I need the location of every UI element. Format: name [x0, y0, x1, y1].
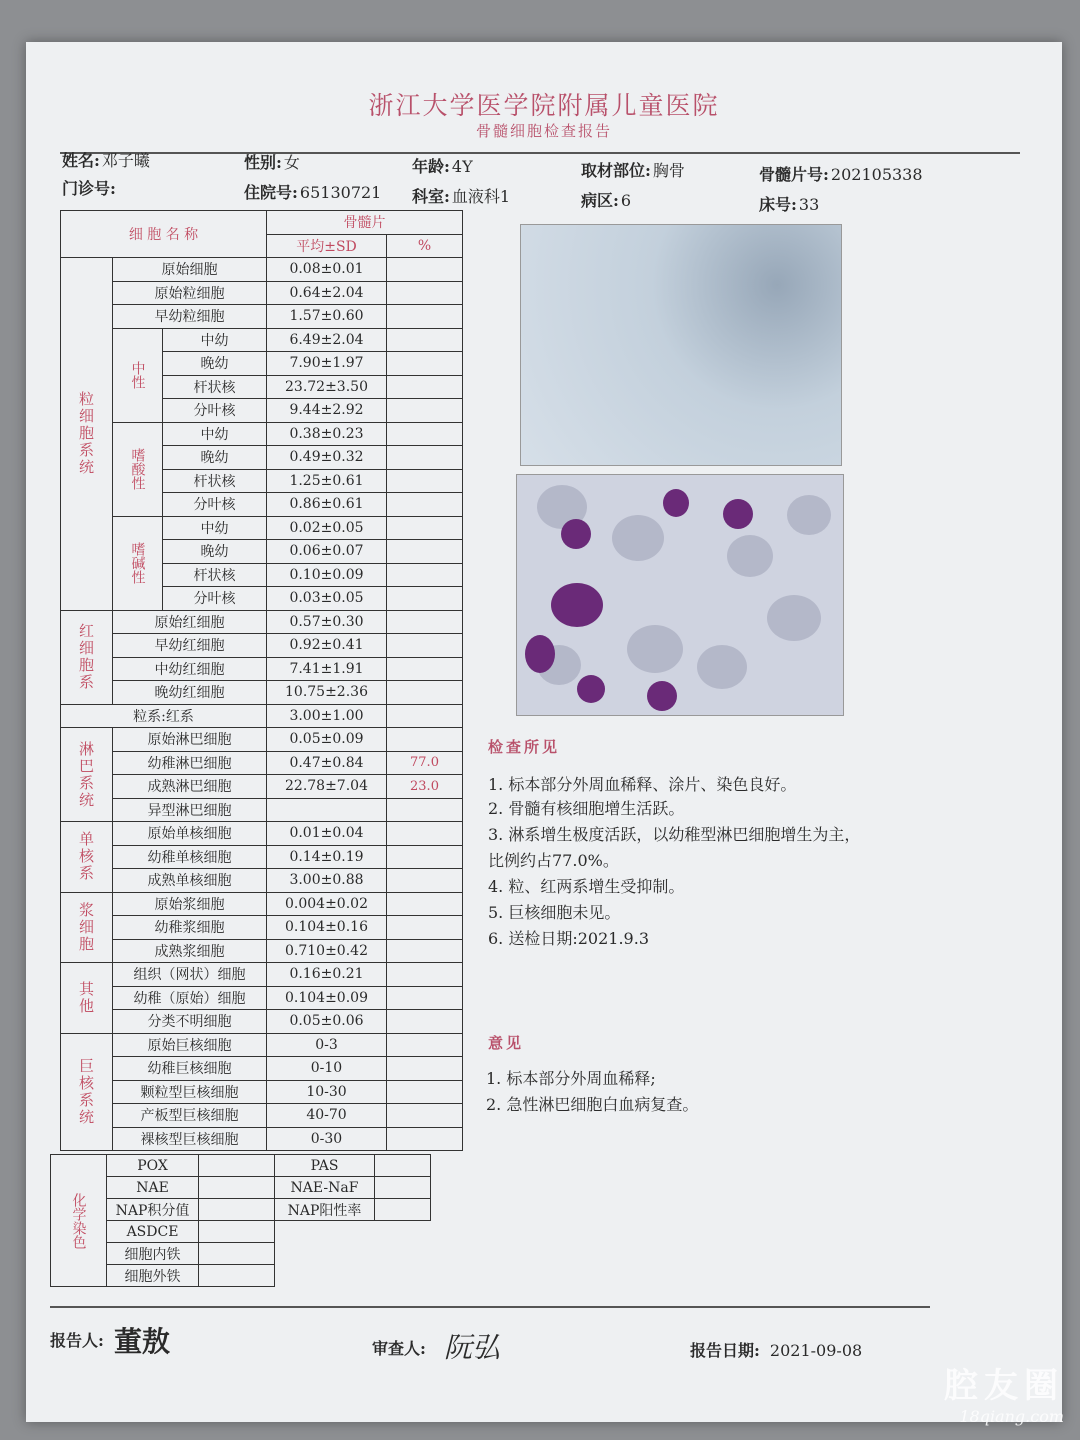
report-date: 报告日期: 2021-09-08 — [690, 1341, 863, 1360]
findings-title: 检查所见 — [488, 738, 561, 756]
table-row — [51, 1265, 431, 1287]
row-ref: 0.05±0.06 — [267, 1010, 387, 1034]
row-name: 分类不明细胞 — [113, 1010, 267, 1034]
department: 科室: 血液科1 — [412, 187, 511, 206]
table-row — [61, 822, 463, 846]
table-row — [61, 798, 463, 822]
group-monocyte: 单核系 — [61, 822, 113, 893]
findings-line: 6. 送检日期:2021.9.3 — [488, 929, 649, 948]
row-ref: 0.104±0.16 — [267, 916, 387, 940]
outpatient-number: 门诊号: — [62, 179, 116, 198]
blast-cell — [561, 519, 591, 549]
table-row — [61, 845, 463, 869]
row-ref — [267, 798, 387, 822]
findings-line: 4. 粒、红两系增生受抑制。 — [488, 877, 685, 896]
opinion-line: 2. 急性淋巴细胞白血病复查。 — [486, 1095, 699, 1114]
table-row — [61, 258, 463, 282]
row-pct — [387, 399, 463, 423]
footer-rule — [50, 1306, 930, 1308]
row-ref: 0.38±0.23 — [267, 422, 387, 446]
row-name: 产板型巨核细胞 — [113, 1104, 267, 1128]
stain-intracellular-iron: 细胞内铁 — [107, 1243, 199, 1265]
red-blood-cell — [727, 535, 773, 577]
table-row — [61, 751, 463, 775]
row-name: 幼稚浆细胞 — [113, 916, 267, 940]
row-ref: 0.104±0.09 — [267, 986, 387, 1010]
marrow-slide-number: 骨髓片号: 202105338 — [759, 165, 923, 184]
row-pct — [387, 798, 463, 822]
patient-sex: 性别: 女 — [244, 153, 300, 172]
stain-nap-positive-value — [375, 1199, 431, 1221]
table-row — [61, 728, 463, 752]
row-ref: 0.47±0.84 — [267, 751, 387, 775]
row-name: 原始淋巴细胞 — [113, 728, 267, 752]
row-ref: 0-30 — [267, 1127, 387, 1151]
row-pct — [387, 446, 463, 470]
stain-nae-value — [199, 1177, 275, 1199]
row-pct — [387, 610, 463, 634]
table-row — [61, 422, 463, 446]
table-row — [61, 516, 463, 540]
subgroup-basophil: 嗜碱性 — [113, 516, 163, 610]
empty-cell — [275, 1221, 431, 1243]
row-ref: 3.00±0.88 — [267, 869, 387, 893]
row-ref: 0.92±0.41 — [267, 634, 387, 658]
row-ref: 0.10±0.09 — [267, 563, 387, 587]
row-name: 晚幼 — [163, 540, 267, 564]
subgroup-neutrophil: 中性 — [113, 328, 163, 422]
row-pct — [387, 704, 463, 728]
row-ref: 0.03±0.05 — [267, 587, 387, 611]
row-name: 原始单核细胞 — [113, 822, 267, 846]
blast-cell — [525, 635, 555, 673]
row-pct — [387, 540, 463, 564]
table-row — [61, 1080, 463, 1104]
row-pct — [387, 1127, 463, 1151]
red-blood-cell — [612, 515, 664, 561]
row-name: 杆状核 — [163, 469, 267, 493]
group-granulocyte: 粒细胞系统 — [61, 258, 113, 611]
red-blood-cell — [787, 495, 831, 535]
reporter-signature: 董敖 — [114, 1325, 171, 1358]
row-pct — [387, 657, 463, 681]
findings-line: 5. 巨核细胞未见。 — [488, 903, 621, 922]
group-plasma: 浆细胞 — [61, 892, 113, 963]
row-ref: 0.57±0.30 — [267, 610, 387, 634]
row-pct — [387, 281, 463, 305]
header-percent: % — [387, 234, 463, 258]
row-name: 分叶核 — [163, 493, 267, 517]
table-row — [61, 610, 463, 634]
row-name: 分叶核 — [163, 587, 267, 611]
table-row — [61, 681, 463, 705]
row-pct — [387, 916, 463, 940]
row-pct — [387, 1104, 463, 1128]
row-name: 杆状核 — [163, 375, 267, 399]
red-blood-cell — [697, 645, 747, 689]
stain-asdce-value — [199, 1221, 275, 1243]
stain-pox: POX — [107, 1155, 199, 1177]
chemical-stain-table — [50, 1154, 431, 1287]
table-row — [61, 869, 463, 893]
report-title: 骨髓细胞检查报告 — [475, 122, 612, 140]
sample-site: 取材部位: 胸骨 — [581, 161, 685, 180]
row-name: 组织（网状）细胞 — [113, 963, 267, 987]
row-pct — [387, 728, 463, 752]
row-name: 分叶核 — [163, 399, 267, 423]
row-ref: 0.05±0.09 — [267, 728, 387, 752]
stain-nae: NAE — [107, 1177, 199, 1199]
row-ref: 0.710±0.42 — [267, 939, 387, 963]
row-name: 幼稚淋巴细胞 — [113, 751, 267, 775]
row-name: 中幼 — [163, 516, 267, 540]
table-row — [61, 704, 463, 728]
row-pct — [387, 822, 463, 846]
row-ref: 3.00±1.00 — [267, 704, 387, 728]
stain-asdce: ASDCE — [107, 1221, 199, 1243]
row-name: 晚幼红细胞 — [113, 681, 267, 705]
stain-pas-value — [375, 1155, 431, 1177]
row-ref: 40-70 — [267, 1104, 387, 1128]
table-row — [51, 1155, 431, 1177]
row-name: 中幼红细胞 — [113, 657, 267, 681]
watermark-url: 18qiang.com — [959, 1407, 1064, 1426]
row-pct — [387, 845, 463, 869]
row-ref: 1.57±0.60 — [267, 305, 387, 329]
row-ref: 10-30 — [267, 1080, 387, 1104]
row-pct — [387, 1033, 463, 1057]
hospital-name: 浙江大学医学院附属儿童医院 — [368, 91, 720, 120]
findings-line: 2. 骨髓有核细胞增生活跃。 — [488, 799, 685, 818]
table-row — [61, 1057, 463, 1081]
reporter-label: 报告人: — [50, 1331, 104, 1350]
row-name: 杆状核 — [163, 563, 267, 587]
stain-intracellular-iron-value — [199, 1243, 275, 1265]
row-pct — [387, 892, 463, 916]
row-ref: 0.49±0.32 — [267, 446, 387, 470]
row-pct — [387, 352, 463, 376]
row-name: 颗粒型巨核细胞 — [113, 1080, 267, 1104]
row-name: 早幼粒细胞 — [113, 305, 267, 329]
header-marrow-smear: 骨髓片 — [267, 211, 463, 235]
blast-cell — [663, 489, 689, 517]
row-pct — [387, 258, 463, 282]
row-pct — [387, 634, 463, 658]
row-pct: 77.0 — [387, 751, 463, 775]
stain-nap-score: NAP积分值 — [107, 1199, 199, 1221]
row-ref: 9.44±2.92 — [267, 399, 387, 423]
row-ref: 0.16±0.21 — [267, 963, 387, 987]
row-name: 原始浆细胞 — [113, 892, 267, 916]
row-ref: 0-3 — [267, 1033, 387, 1057]
stain-extracellular-iron: 细胞外铁 — [107, 1265, 199, 1287]
table-row — [61, 986, 463, 1010]
stain-pas: PAS — [275, 1155, 375, 1177]
row-ref: 23.72±3.50 — [267, 375, 387, 399]
reviewer-label: 审查人: — [372, 1339, 426, 1358]
row-name: 晚幼 — [163, 352, 267, 376]
row-pct — [387, 493, 463, 517]
row-ref: 0.64±2.04 — [267, 281, 387, 305]
header-rule — [60, 152, 1020, 154]
row-name: 原始巨核细胞 — [113, 1033, 267, 1057]
findings-line: 比例约占77.0%。 — [488, 851, 619, 870]
findings-line: 3. 淋系增生极度活跃，以幼稚型淋巴细胞增生为主， — [488, 825, 861, 844]
row-name: 晚幼 — [163, 446, 267, 470]
cell-classification-table — [60, 210, 463, 1151]
row-name: 幼稚巨核细胞 — [113, 1057, 267, 1081]
blast-cell — [723, 499, 753, 529]
findings-line: 1. 标本部分外周血稀释、涂片、染色良好。 — [488, 775, 797, 794]
row-pct — [387, 469, 463, 493]
table-row — [61, 1010, 463, 1034]
bed-number: 床号: 33 — [759, 195, 820, 214]
row-pct — [387, 1010, 463, 1034]
group-erythroid: 红细胞系 — [61, 610, 113, 704]
stain-nap-score-value — [199, 1199, 275, 1221]
header-mean-sd: 平均±SD — [267, 234, 387, 258]
row-name: 幼稚（原始）细胞 — [113, 986, 267, 1010]
table-row — [61, 916, 463, 940]
stain-pox-value — [199, 1155, 275, 1177]
table-row — [61, 775, 463, 799]
table-row — [61, 1104, 463, 1128]
opinion-title: 意见 — [488, 1034, 525, 1052]
row-name: 中幼 — [163, 422, 267, 446]
row-ref: 0-10 — [267, 1057, 387, 1081]
stain-nae-naf: NAE-NaF — [275, 1177, 375, 1199]
row-pct — [387, 375, 463, 399]
row-pct — [387, 939, 463, 963]
table-row — [61, 892, 463, 916]
row-pct: 23.0 — [387, 775, 463, 799]
watermark-site-name: 腔友圈 — [944, 1366, 1064, 1406]
row-pct — [387, 328, 463, 352]
row-ref: 7.41±1.91 — [267, 657, 387, 681]
ward: 病区: 6 — [581, 191, 632, 210]
row-name: 成熟浆细胞 — [113, 939, 267, 963]
opinion-line: 1. 标本部分外周血稀释; — [486, 1069, 656, 1088]
patient-age: 年龄: 4Y — [412, 157, 473, 176]
row-ref: 0.02±0.05 — [267, 516, 387, 540]
row-name: 裸核型巨核细胞 — [113, 1127, 267, 1151]
red-blood-cell — [627, 625, 683, 673]
row-ref: 1.25±0.61 — [267, 469, 387, 493]
reviewer-signature: 阮弘 — [444, 1331, 501, 1364]
report-paper — [26, 42, 1062, 1422]
row-pct — [387, 1057, 463, 1081]
row-pct — [387, 963, 463, 987]
table-row — [51, 1199, 431, 1221]
group-megakaryocyte: 巨核系统 — [61, 1033, 113, 1151]
table-row — [51, 1177, 431, 1199]
stain-nae-naf-value — [375, 1177, 431, 1199]
watermark — [944, 1358, 1064, 1426]
row-pct — [387, 869, 463, 893]
table-row — [61, 281, 463, 305]
row-name: 成熟单核细胞 — [113, 869, 267, 893]
row-ref: 7.90±1.97 — [267, 352, 387, 376]
row-name: 原始粒细胞 — [113, 281, 267, 305]
row-ref: 10.75±2.36 — [267, 681, 387, 705]
group-lymphocyte: 淋巴系统 — [61, 728, 113, 822]
row-pct — [387, 986, 463, 1010]
blast-cell — [551, 583, 603, 627]
row-pct — [387, 563, 463, 587]
micrograph-low-power — [520, 224, 842, 466]
group-chemical-stain: 化学染色 — [51, 1155, 107, 1287]
micrograph-high-power — [516, 474, 844, 716]
row-name: 原始细胞 — [113, 258, 267, 282]
table-row — [51, 1221, 431, 1243]
blast-cell — [577, 675, 605, 703]
row-ref: 0.01±0.04 — [267, 822, 387, 846]
red-blood-cell — [767, 595, 821, 641]
row-ref: 0.06±0.07 — [267, 540, 387, 564]
table-row — [61, 634, 463, 658]
table-row — [61, 657, 463, 681]
row-pct — [387, 516, 463, 540]
inpatient-number: 住院号: 65130721 — [244, 183, 382, 202]
row-pct — [387, 305, 463, 329]
row-name: 粒系:红系 — [61, 704, 267, 728]
table-row — [61, 939, 463, 963]
subgroup-eosinophil: 嗜酸性 — [113, 422, 163, 516]
stain-extracellular-iron-value — [199, 1265, 275, 1287]
row-name: 成熟淋巴细胞 — [113, 775, 267, 799]
group-other: 其他 — [61, 963, 113, 1034]
row-name: 早幼红细胞 — [113, 634, 267, 658]
row-ref: 0.14±0.19 — [267, 845, 387, 869]
row-name: 异型淋巴细胞 — [113, 798, 267, 822]
row-ref: 0.86±0.61 — [267, 493, 387, 517]
table-row — [61, 305, 463, 329]
row-pct — [387, 587, 463, 611]
row-name: 幼稚单核细胞 — [113, 845, 267, 869]
row-ref: 6.49±2.04 — [267, 328, 387, 352]
row-name: 原始红细胞 — [113, 610, 267, 634]
row-ref: 0.004±0.02 — [267, 892, 387, 916]
row-ref: 0.08±0.01 — [267, 258, 387, 282]
patient-name: 姓名: 邓子曦 — [62, 151, 150, 170]
empty-cell — [275, 1243, 431, 1265]
row-name: 中幼 — [163, 328, 267, 352]
table-row — [61, 328, 463, 352]
row-pct — [387, 1080, 463, 1104]
blast-cell — [647, 681, 677, 711]
stain-nap-positive: NAP阳性率 — [275, 1199, 375, 1221]
row-pct — [387, 681, 463, 705]
row-ref: 22.78±7.04 — [267, 775, 387, 799]
header-cell-name: 细 胞 名 称 — [61, 211, 267, 258]
table-row — [61, 963, 463, 987]
table-row — [51, 1243, 431, 1265]
table-row — [61, 1127, 463, 1151]
empty-cell — [275, 1265, 431, 1287]
row-pct — [387, 422, 463, 446]
table-row — [61, 1033, 463, 1057]
